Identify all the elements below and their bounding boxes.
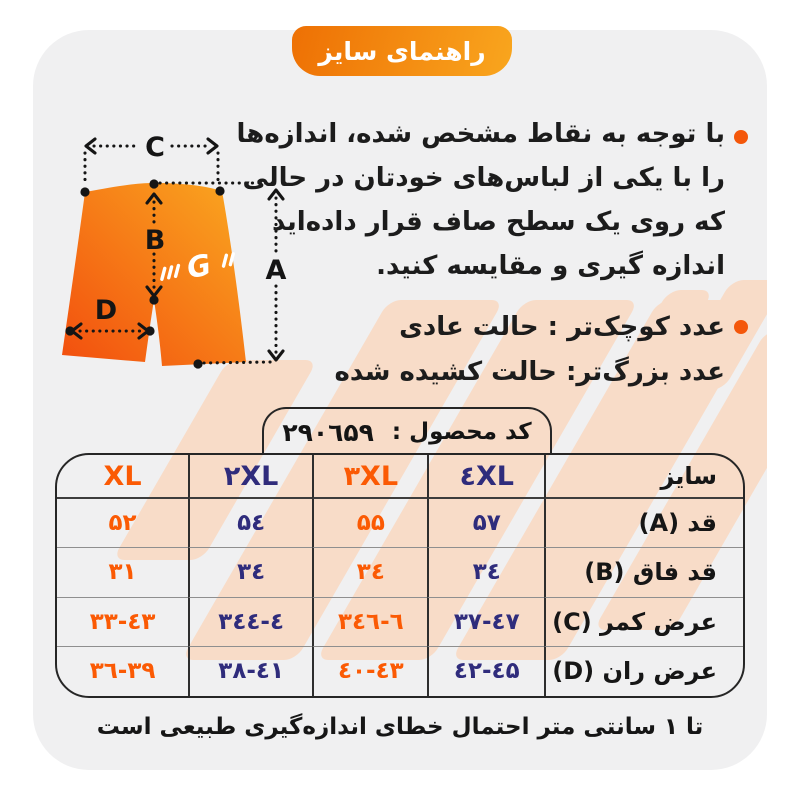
product-code-value: ۲۹۰٦۵۹ bbox=[282, 417, 374, 447]
table-cell: ۳٦-۳۹ bbox=[89, 658, 156, 685]
product-code-label: کد محصول : bbox=[391, 419, 532, 445]
table-cell: ۳٤ bbox=[312, 548, 427, 597]
table-cell: ۳٤-٤٤ bbox=[188, 598, 312, 647]
row-label-length-a: قد (A) bbox=[544, 499, 743, 548]
measure-label-b: B bbox=[144, 225, 166, 256]
page-title: راهنمای سایز bbox=[318, 36, 486, 66]
column-header-4xl: ٤XL bbox=[427, 455, 544, 499]
table-cell: ۵۲ bbox=[57, 499, 188, 548]
instruction-line: را با یکی از لباس‌های خودتان در حالی bbox=[242, 163, 725, 193]
logo-letter: G bbox=[183, 247, 215, 286]
column-header-xl: XL bbox=[57, 455, 188, 499]
table-cell: ۳٤ bbox=[188, 548, 312, 597]
bullet-marker bbox=[734, 130, 748, 144]
instruction-line: اندازه گیری و مقایسه کنید. bbox=[376, 251, 725, 281]
column-header-3xl: ۳XL bbox=[312, 455, 427, 499]
table-cell: ۳۸-٤۱ bbox=[188, 647, 312, 696]
row-label-waist-c: عرض کمر (C) bbox=[544, 598, 743, 647]
instruction-line: با توجه به نقاط مشخص شده، اندازه‌ها bbox=[236, 119, 725, 149]
table-cell: ٤۲-٤۵ bbox=[427, 647, 544, 696]
instruction-bullet-1 bbox=[237, 112, 725, 288]
row-label-thigh-d: عرض ران (D) bbox=[544, 647, 743, 696]
measure-label-c: C bbox=[145, 132, 165, 163]
measure-label-d: D bbox=[94, 295, 118, 326]
product-code-tab bbox=[262, 407, 552, 455]
anchor-dot bbox=[65, 326, 74, 335]
instruction-line: عدد بزرگ‌تر: حالت کشیده شده bbox=[334, 357, 725, 387]
table-cell: ۵٤ bbox=[188, 499, 312, 548]
measure-label-a: A bbox=[265, 255, 287, 286]
table-cell: ۵۷ bbox=[427, 499, 544, 548]
title-banner bbox=[292, 26, 512, 76]
anchor-dot bbox=[145, 326, 154, 335]
anchor-dot bbox=[193, 359, 202, 368]
bullet-marker bbox=[734, 320, 748, 334]
size-column-header: سایز bbox=[544, 455, 743, 499]
row-label-rise-b: قد فاق (B) bbox=[544, 548, 743, 597]
instruction-line: که روی یک سطح صاف قرار داده‌اید bbox=[272, 207, 725, 237]
anchor-dot bbox=[149, 295, 158, 304]
arrowhead bbox=[208, 139, 217, 153]
instruction-line: عدد کوچک‌تر : حالت عادی bbox=[399, 312, 725, 342]
table-cell: ۳٦-٤٦ bbox=[312, 598, 427, 647]
table-cell: ۳۱ bbox=[57, 548, 188, 597]
size-table bbox=[55, 453, 745, 698]
table-cell: ۳٤ bbox=[427, 548, 544, 597]
table-cell: ۳۷-٤۷ bbox=[427, 598, 544, 647]
anchor-dot bbox=[80, 187, 89, 196]
column-header-2xl: ۲XL bbox=[188, 455, 312, 499]
table-cell: ۳۳-٤۳ bbox=[57, 598, 188, 647]
instruction-bullet-2 bbox=[335, 305, 725, 395]
table-cell: ۵۵ bbox=[312, 499, 427, 548]
table-cell: ٤۰-٤۳ bbox=[312, 647, 427, 696]
anchor-dot bbox=[215, 186, 224, 195]
measurement-error-note: تا ۱ سانتی متر احتمال خطای اندازه‌گیری طبیعی است bbox=[96, 714, 704, 740]
anchor-dot bbox=[149, 179, 158, 188]
